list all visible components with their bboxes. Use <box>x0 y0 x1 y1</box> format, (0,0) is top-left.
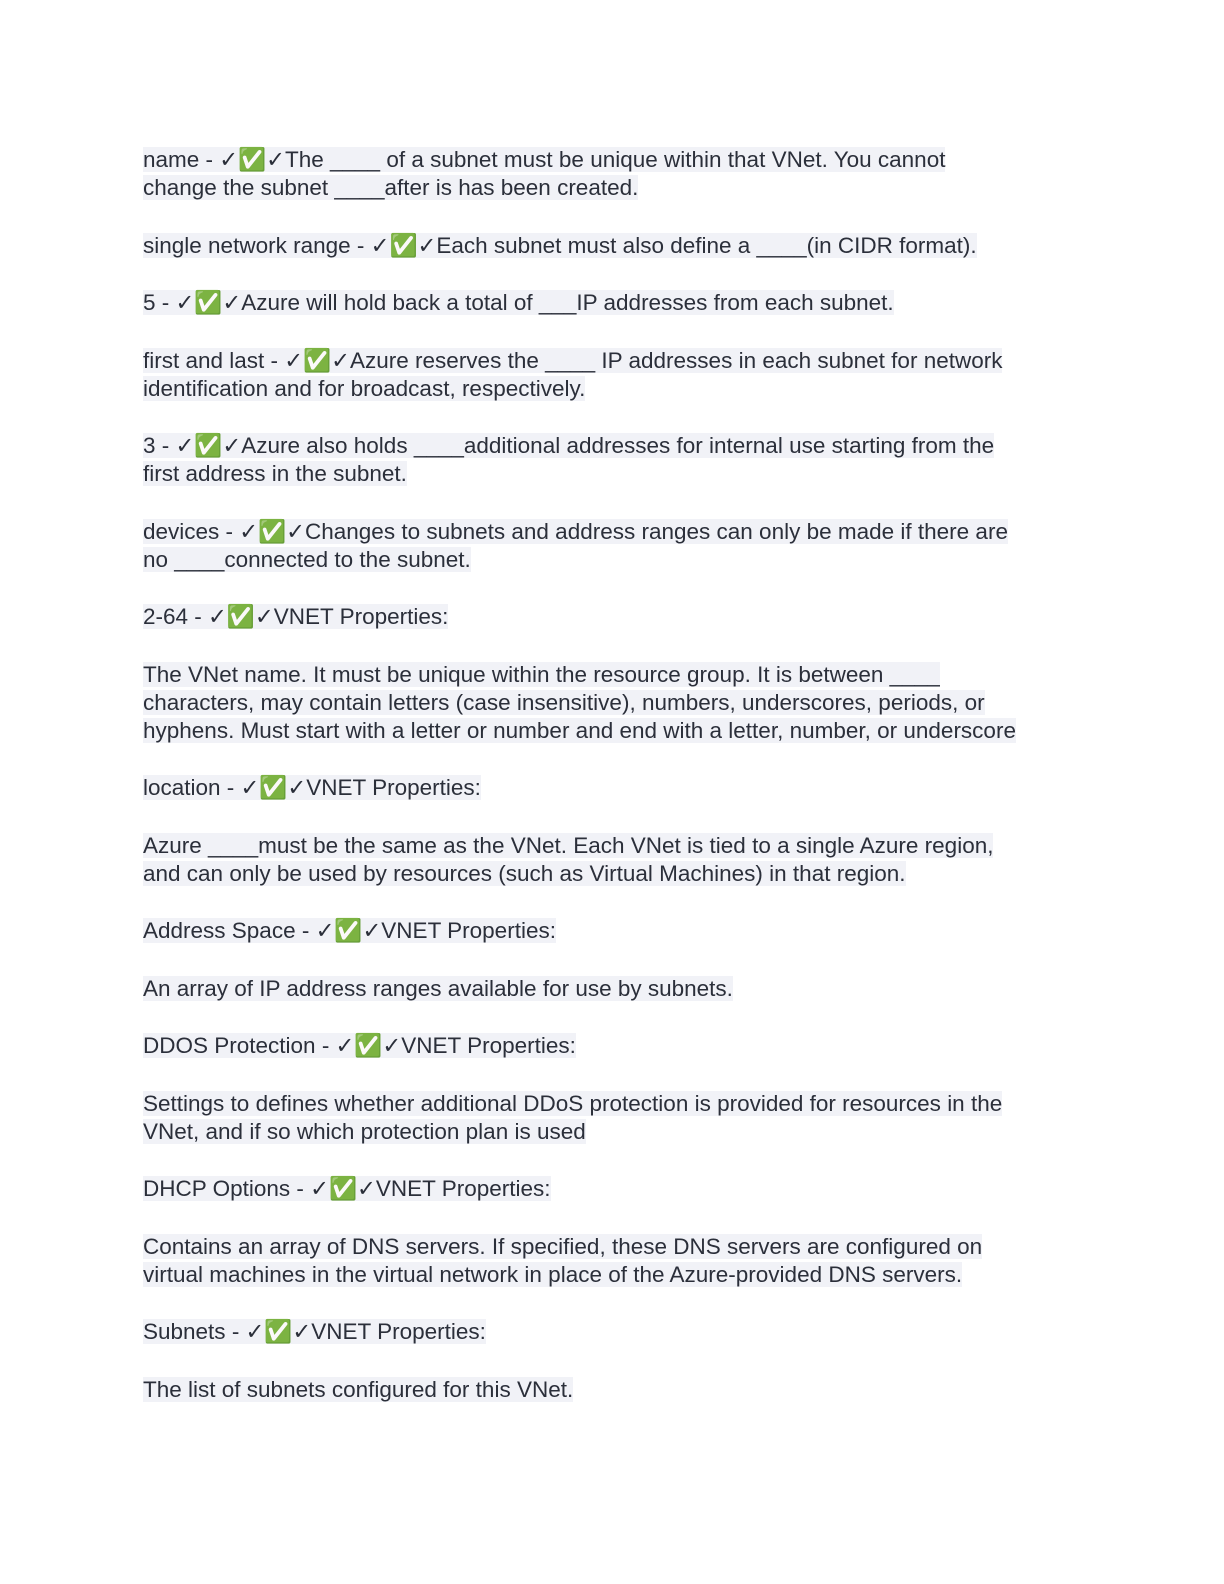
text-line: hyphens. Must start with a letter or number and end with a letter, number, or underscore <box>143 717 1016 743</box>
text-line: virtual machines in the virtual network in place of the Azure-provided DNS servers. <box>143 1261 963 1287</box>
text-line: no ____connected to the subnet. <box>143 546 471 572</box>
text-line: An array of IP address ranges available for use by subnets. <box>143 975 733 1001</box>
paragraph-location-definition <box>143 832 1083 888</box>
paragraph-dhcp-definition <box>143 1233 1083 1289</box>
text-line: Subnets - ✓✅✓VNET Properties: <box>143 1319 486 1344</box>
text-line: characters, may contain letters (case insensitive), numbers, underscores, periods, or <box>143 689 985 715</box>
text-line: The VNet name. It must be unique within the resource group. It is between ____ <box>143 661 940 687</box>
paragraph-five <box>143 289 1083 317</box>
paragraph-single-network-range <box>143 232 1083 260</box>
paragraph-address-space-definition <box>143 975 1083 1003</box>
paragraph-name <box>143 146 1083 202</box>
text-line: and can only be used by resources (such as Virtual Machines) in that region. <box>143 860 906 886</box>
paragraph-devices <box>143 518 1083 574</box>
text-line: name - ✓✅✓The ____ of a subnet must be unique within that VNet. You cannot <box>143 147 946 172</box>
paragraph-location-term <box>143 774 1083 802</box>
text-line: The list of subnets configured for this VNet. <box>143 1376 574 1402</box>
paragraph-three <box>143 432 1083 488</box>
text-line: Contains an array of DNS servers. If specified, these DNS servers are configured on <box>143 1233 983 1259</box>
text-line: 2-64 - ✓✅✓VNET Properties: <box>143 604 449 629</box>
text-line: devices - ✓✅✓Changes to subnets and address ranges can only be made if there are <box>143 518 1008 544</box>
paragraph-ddos-term <box>143 1032 1083 1060</box>
text-line: first address in the subnet. <box>143 461 407 486</box>
text-line: identification and for broadcast, respectively. <box>143 375 586 401</box>
text-line: first and last - ✓✅✓Azure reserves the ____ IP addresses in each subnet for network <box>143 347 1003 373</box>
text-line: DDOS Protection - ✓✅✓VNET Properties: <box>143 1033 576 1058</box>
text-line: single network range - ✓✅✓Each subnet must also define a ____(in CIDR format). <box>143 232 977 258</box>
document-body <box>143 146 1083 1433</box>
paragraph-subnets-term <box>143 1318 1083 1346</box>
text-line: change the subnet ____after is has been created. <box>143 175 639 200</box>
text-line: 5 - ✓✅✓Azure will hold back a total of ___IP addresses from each subnet. <box>143 290 894 315</box>
text-line: Address Space - ✓✅✓VNET Properties: <box>143 918 556 943</box>
paragraph-subnets-definition <box>143 1376 1083 1404</box>
text-line: Azure ____must be the same as the VNet. Each VNet is tied to a single Azure region, <box>143 832 994 858</box>
paragraph-vnet-name-definition <box>143 661 1083 745</box>
paragraph-ddos-definition <box>143 1090 1083 1146</box>
paragraph-first-and-last <box>143 347 1083 403</box>
paragraph-dhcp-term <box>143 1175 1083 1203</box>
text-line: DHCP Options - ✓✅✓VNET Properties: <box>143 1176 551 1201</box>
text-line: Settings to defines whether additional DDoS protection is provided for resources in the <box>143 1090 1003 1116</box>
text-line: VNet, and if so which protection plan is used <box>143 1118 586 1144</box>
paragraph-address-space-term <box>143 917 1083 945</box>
text-line: 3 - ✓✅✓Azure also holds ____additional addresses for internal use starting from the <box>143 433 995 458</box>
text-line: location - ✓✅✓VNET Properties: <box>143 775 481 800</box>
paragraph-vnet-name-term <box>143 603 1083 631</box>
